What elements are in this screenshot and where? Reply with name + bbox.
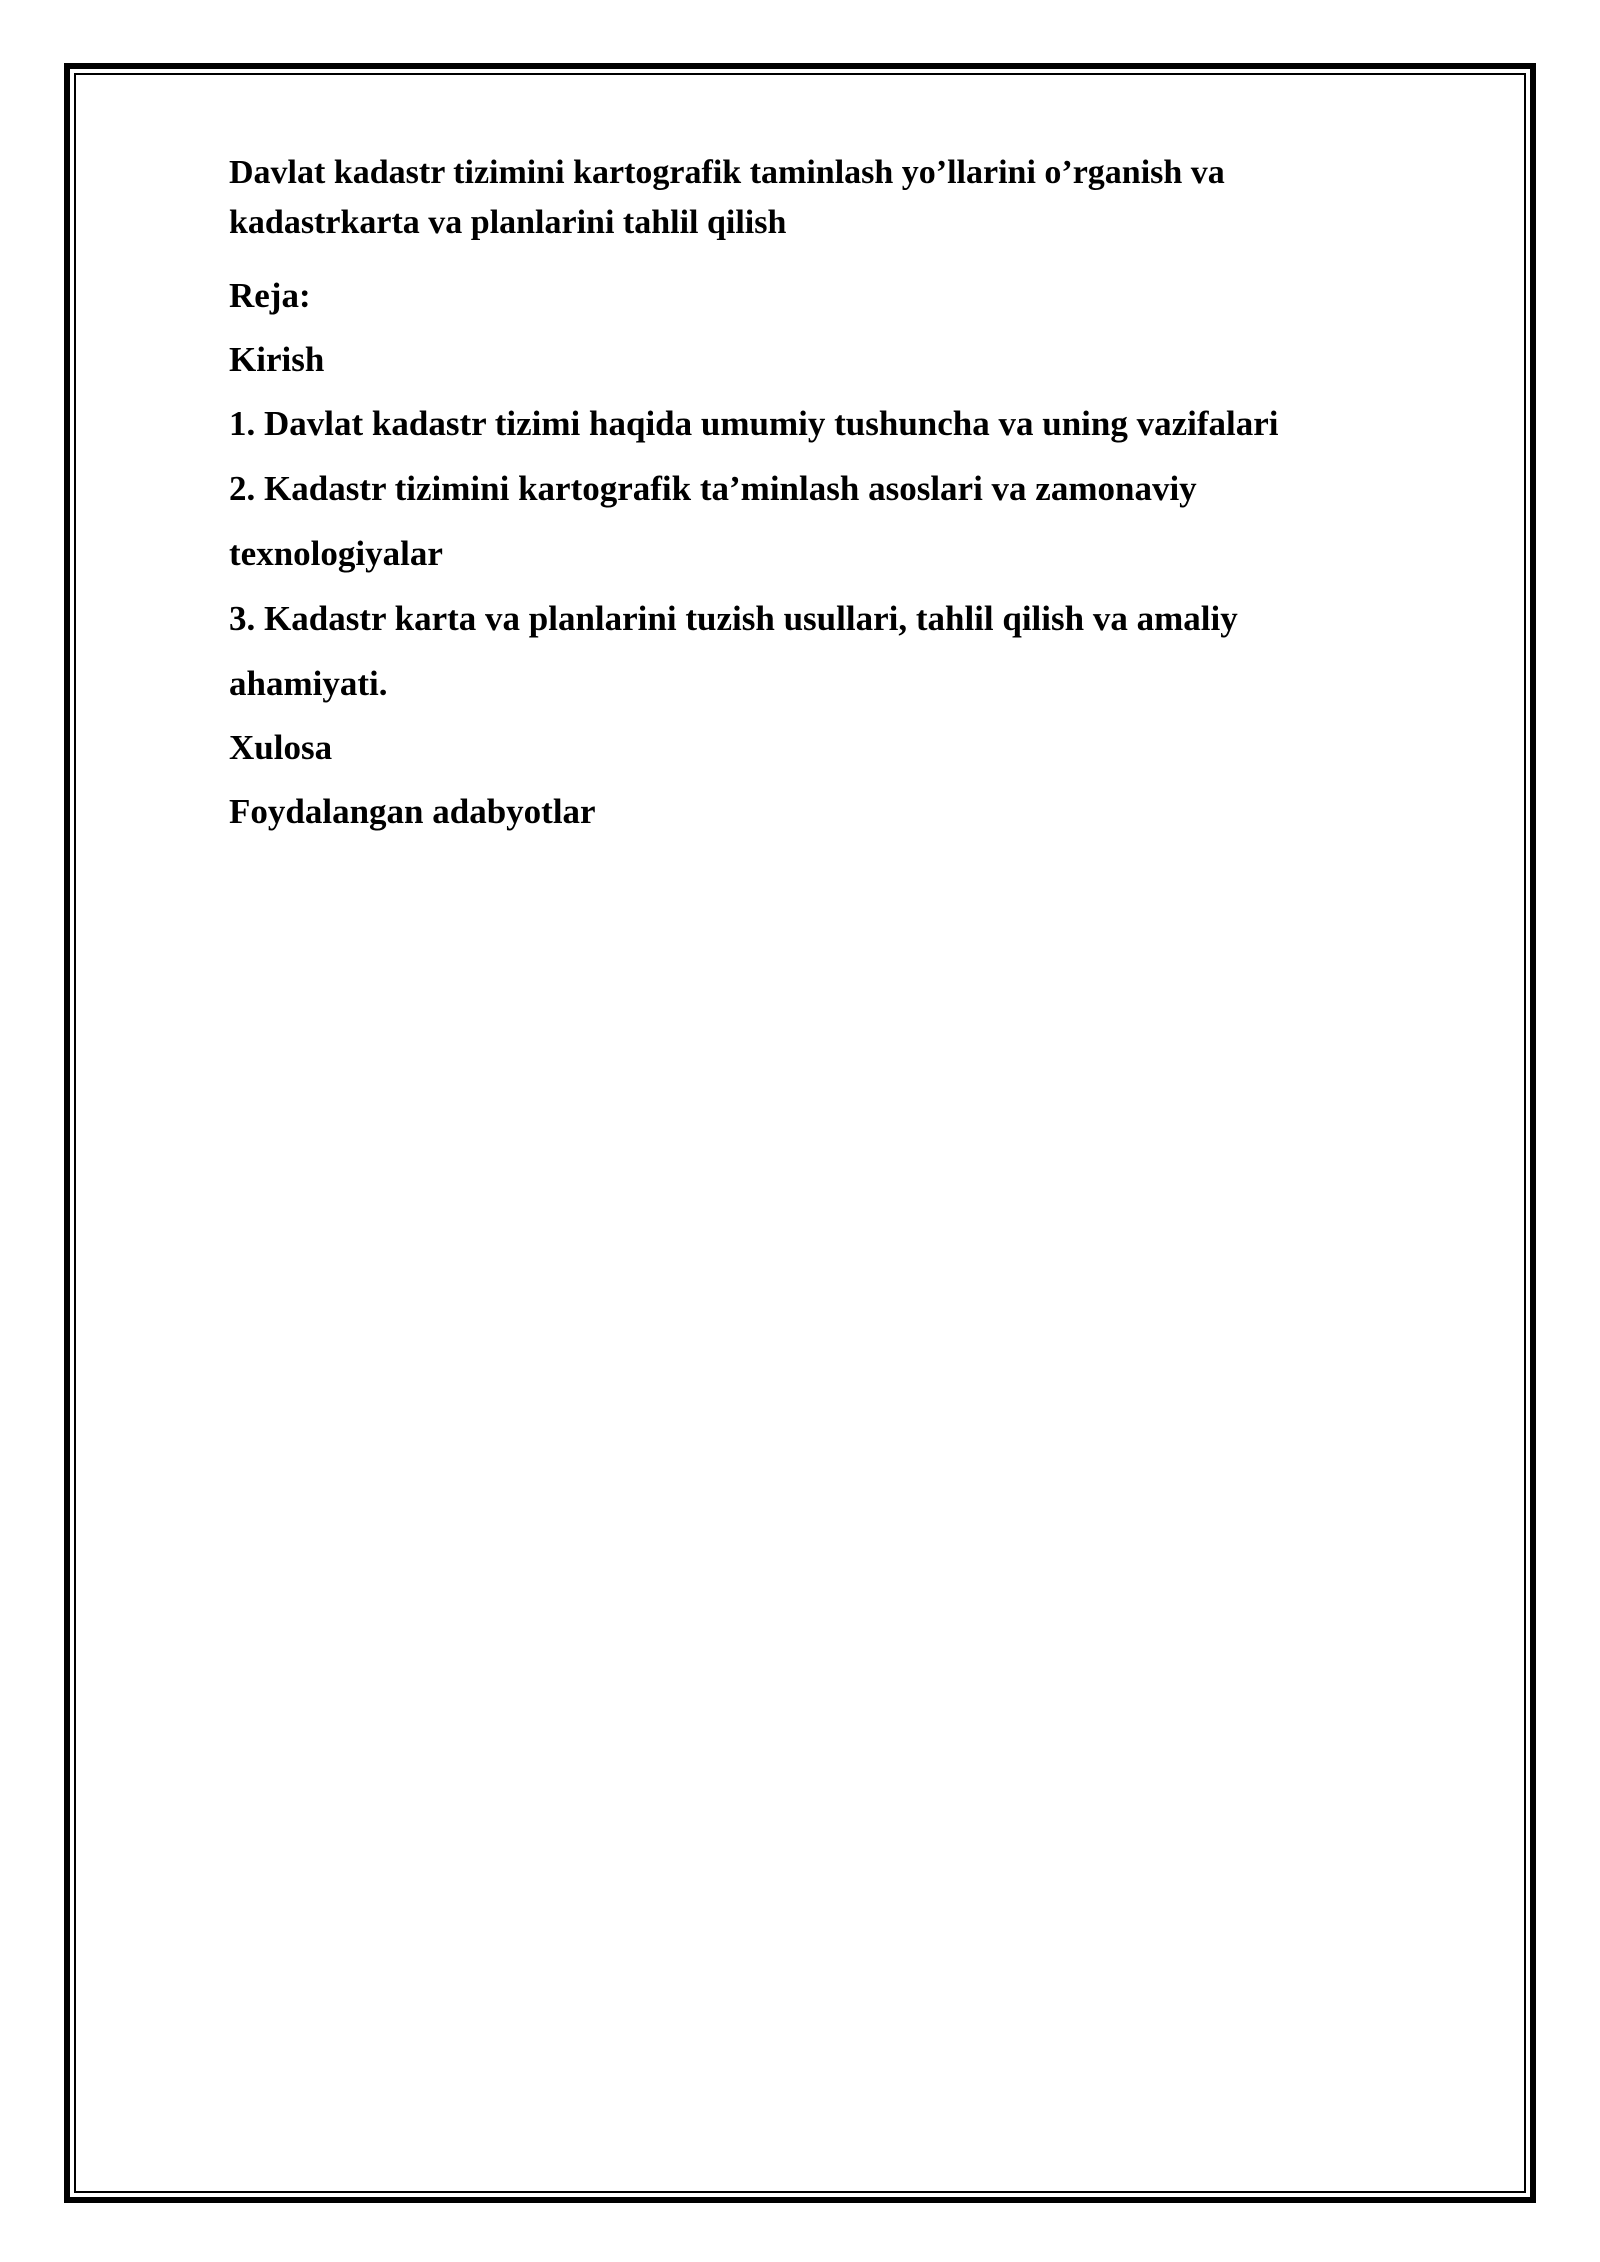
plan-item-3: 3. Kadastr karta va planlarini tuzish usullari, tahlil qilish va amaliy ahamiyati. (229, 599, 1238, 703)
plan-item-1: 1. Davlat kadastr tizimi haqida umumiy tushuncha va uning vazifalari (229, 404, 1279, 443)
document-body (229, 148, 1389, 844)
plan-item-conclusion: Xulosa (229, 728, 333, 767)
document-title: Davlat kadastr tizimini kartografik taminlash yo’llarini o’rganish va kadastrkarta va planlarini tahlil qilish (229, 154, 1225, 241)
plan-heading: Reja: (229, 276, 311, 315)
plan-item-introduction: Kirish (229, 340, 325, 379)
plan-item-references: Foydalangan adabyotlar (229, 792, 596, 831)
plan-item-2: 2. Kadastr tizimini kartografik ta’minlash asoslari va zamonaviy texnologiyalar (229, 469, 1197, 573)
